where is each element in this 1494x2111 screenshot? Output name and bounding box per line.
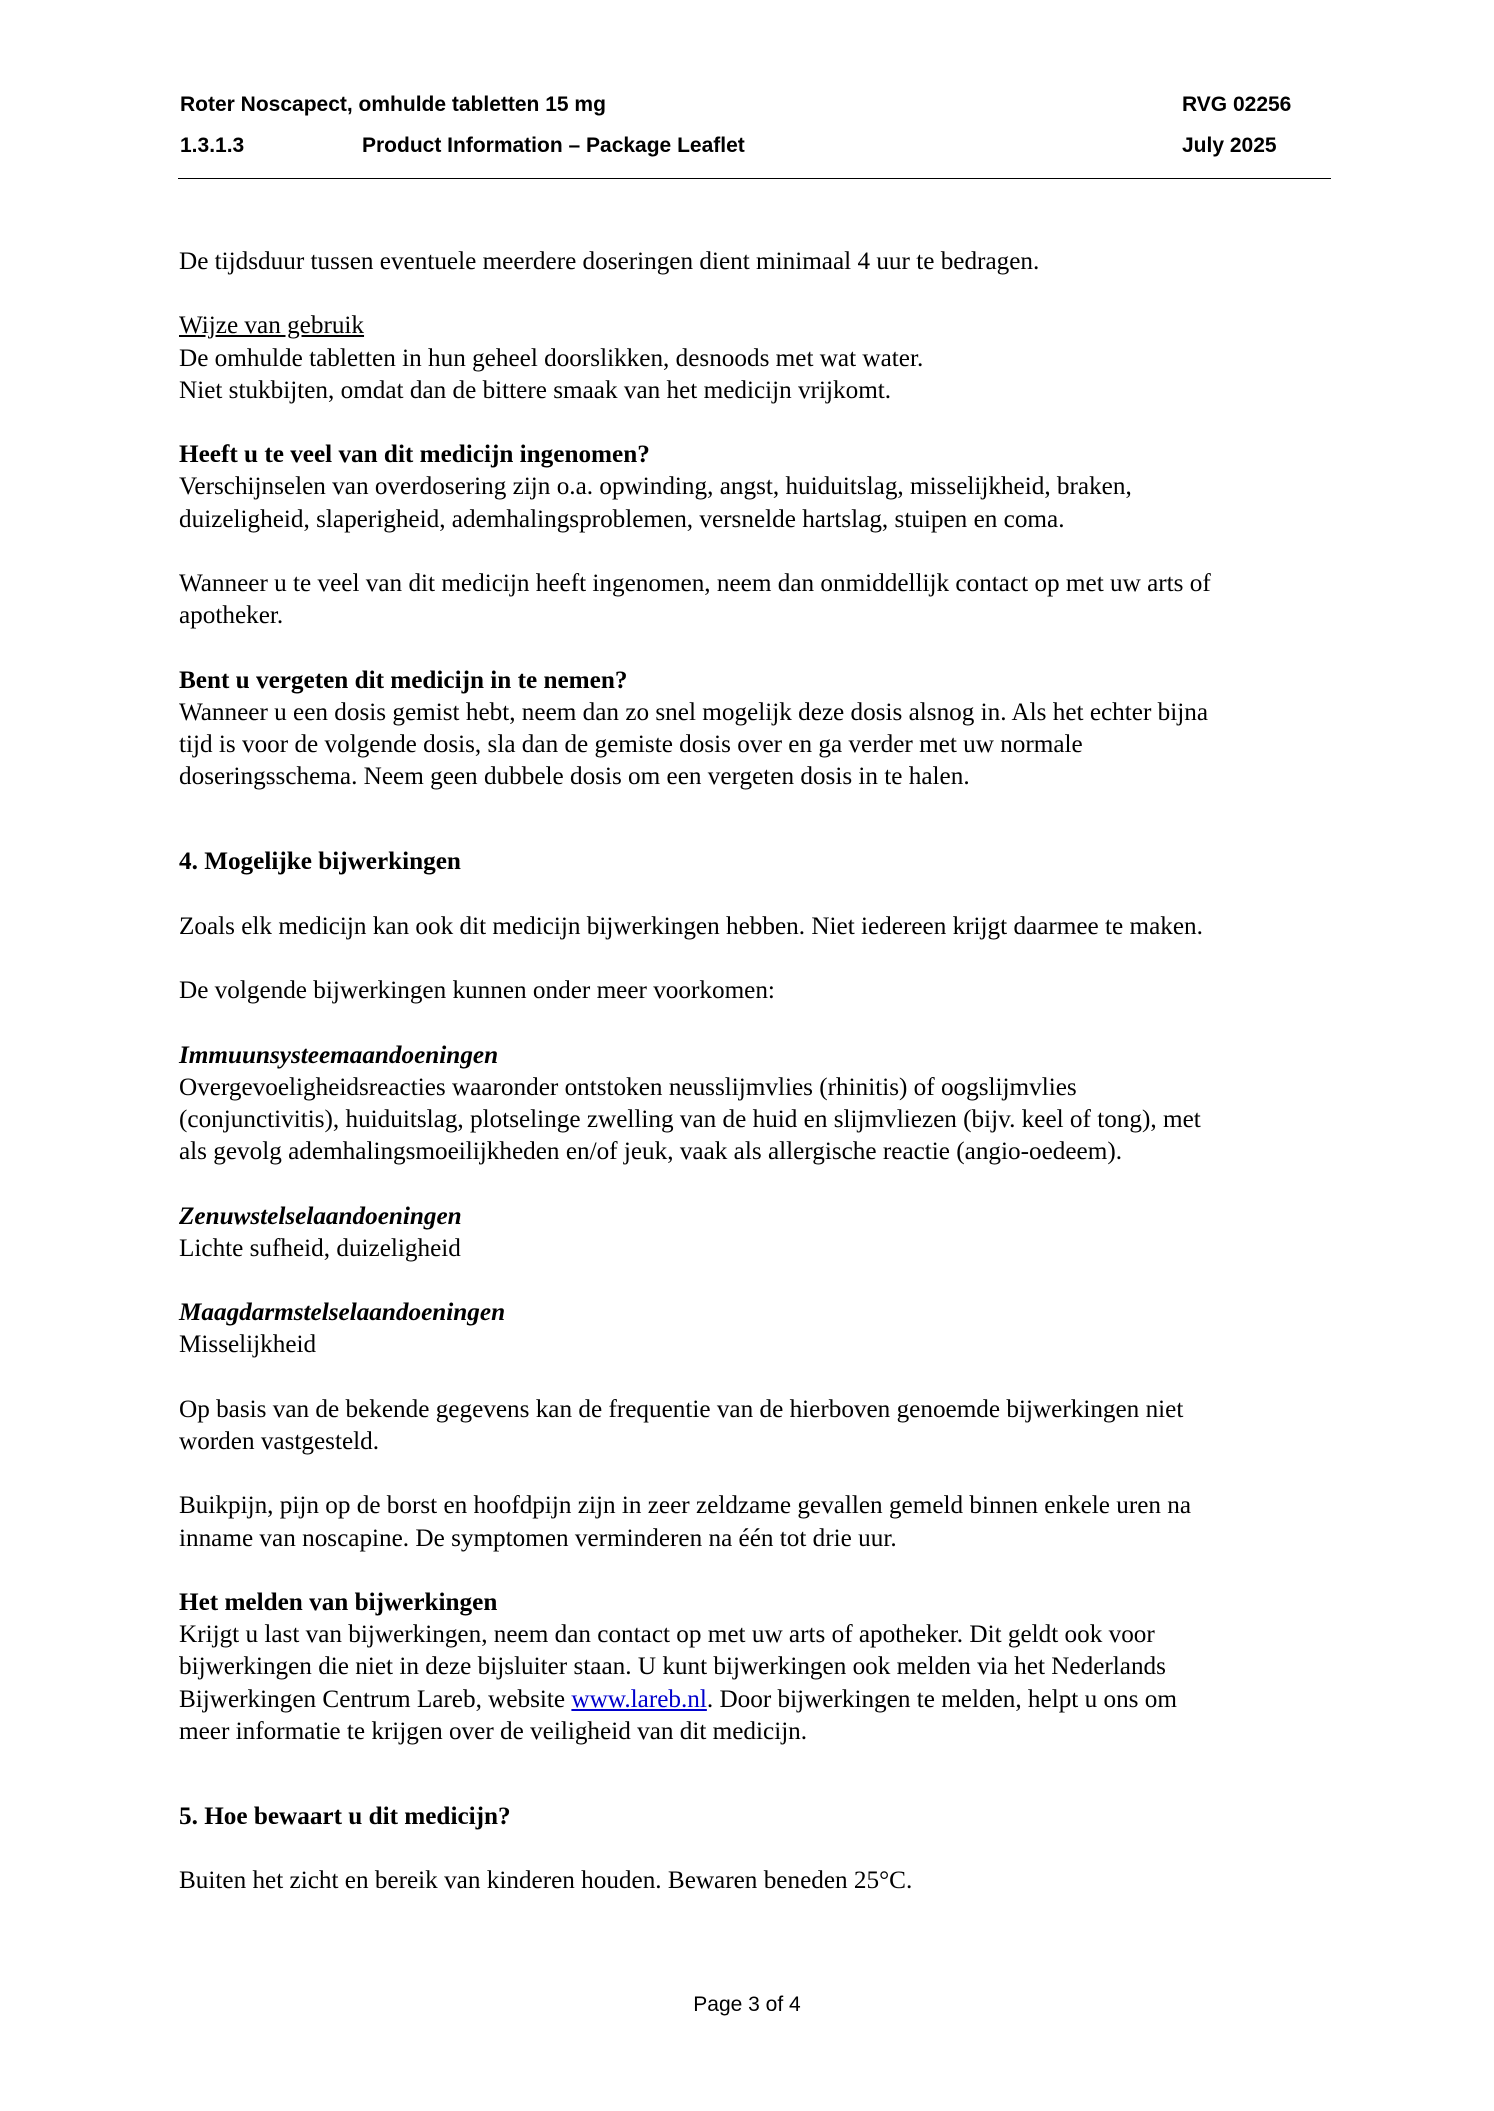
gastro-text: Misselijkheid [179,1331,317,1359]
document-date: July 2025 [1182,134,1277,157]
usage-line: De omhulde tabletten in hun geheel doorslikken, desnoods met wat water. [179,344,924,372]
overdose-line: Verschijnselen van overdosering zijn o.a. opwinding, angst, huiduitslag, misselijkheid, braken, [179,473,1132,501]
report-line: bijwerkingen die niet in deze bijsluiter staan. U kunt bijwerkingen ook melden via het Nederlands [179,1653,1166,1681]
immune-line: (conjunctivitis), huiduitslag, plotselinge zwelling van de huid en slijmvliezen (bijv. keel of tong), met [179,1105,1201,1133]
immune-heading: Immuunsysteemaandoeningen [179,1041,499,1069]
section-code: 1.3.1.3 [180,134,245,157]
header-divider [178,178,1331,179]
overdose-line: duizeligheid, slaperigheid, ademhalingsproblemen, versnelde hartslag, stuipen en coma. [179,505,1065,533]
report-line-prefix: Bijwerkingen Centrum Lareb, website [179,1685,572,1713]
usage-line: Niet stukbijten, omdat dan de bittere smaak van het medicijn vrijkomt. [179,376,892,404]
overdose-heading: Heeft u te veel van dit medicijn ingenomen? [179,441,650,469]
rvg-number: RVG 02256 [1182,93,1292,116]
storage-text: Buiten het zicht en bereik van kinderen houden. Bewaren beneden 25°C. [179,1867,913,1895]
dosing-interval-text: De tijdsduur tussen eventuele meerdere doseringen dient minimaal 4 uur te bedragen. [179,248,1040,275]
section-5-title: 5. Hoe bewaart u dit medicijn? [179,1802,511,1830]
forgot-heading: Bent u vergeten dit medicijn in te nemen? [179,666,628,694]
report-heading: Het melden van bijwerkingen [179,1588,498,1616]
lareb-link[interactable]: www.lareb.nl [571,1685,707,1713]
gastro-heading: Maagdarmstelselaandoeningen [179,1299,506,1327]
overdose-contact-line: apotheker. [179,602,284,630]
forgot-line: tijd is voor de volgende dosis, sla dan de gemiste dosis over en ga verder met uw normale [179,730,1083,758]
immune-line: Overgevoeligheidsreacties waaronder ontstoken neusslijmvlies (rhinitis) of oogslijmvlies [179,1073,1077,1101]
rare-effects-line: inname van noscapine. De symptomen verminderen na één tot drie uur. [179,1524,897,1552]
frequency-line: worden vastgesteld. [179,1427,380,1455]
section-4-intro: Zoals elk medicijn kan ook dit medicijn bijwerkingen hebben. Niet iedereen krijgt daarmee te maken. [179,912,1203,940]
rare-effects-line: Buikpijn, pijn op de borst en hoofdpijn zijn in zeer zeldzame gevallen gemeld binnen enkele uren na [179,1492,1192,1520]
frequency-line: Op basis van de bekende gegevens kan de frequentie van de hierboven genoemde bijwerkingen niet [179,1395,1184,1423]
report-line-suffix: . Door bijwerkingen te melden, helpt u ons om [706,1685,1177,1713]
page-number: Page 3 of 4 [693,1993,801,2016]
document-title: Roter Noscapect, omhulde tabletten 15 mg [180,93,606,116]
leaflet-body [179,246,1339,1898]
usage-heading: Wijze van gebruik [179,312,365,340]
section-4-title: 4. Mogelijke bijwerkingen [179,848,461,876]
report-line: meer informatie te krijgen over de veiligheid van dit medicijn. [179,1717,808,1745]
document-subtitle: Product Information – Package Leaflet [362,134,745,157]
forgot-line: Wanneer u een dosis gemist hebt, neem dan zo snel mogelijk deze dosis alsnog in. Als het echter bijna [179,698,1208,726]
nerve-text: Lichte sufheid, duizeligheid [179,1234,461,1262]
report-line: Krijgt u last van bijwerkingen, neem dan contact op met uw arts of apotheker. Dit geldt ook voor [179,1621,1155,1649]
immune-line: als gevolg ademhalingsmoeilijkheden en/of jeuk, vaak als allergische reactie (angio-oedeem). [179,1138,1123,1166]
overdose-contact-line: Wanneer u te veel van dit medicijn heeft ingenomen, neem dan onmiddellijk contact op met uw arts of [179,569,1211,597]
section-4-list-intro: De volgende bijwerkingen kunnen onder meer voorkomen: [179,977,775,1005]
report-line-with-link [179,1684,1339,1716]
forgot-line: doseringsschema. Neem geen dubbele dosis om een vergeten dosis in te halen. [179,763,970,791]
nerve-heading: Zenuwstelselaandoeningen [179,1202,462,1230]
